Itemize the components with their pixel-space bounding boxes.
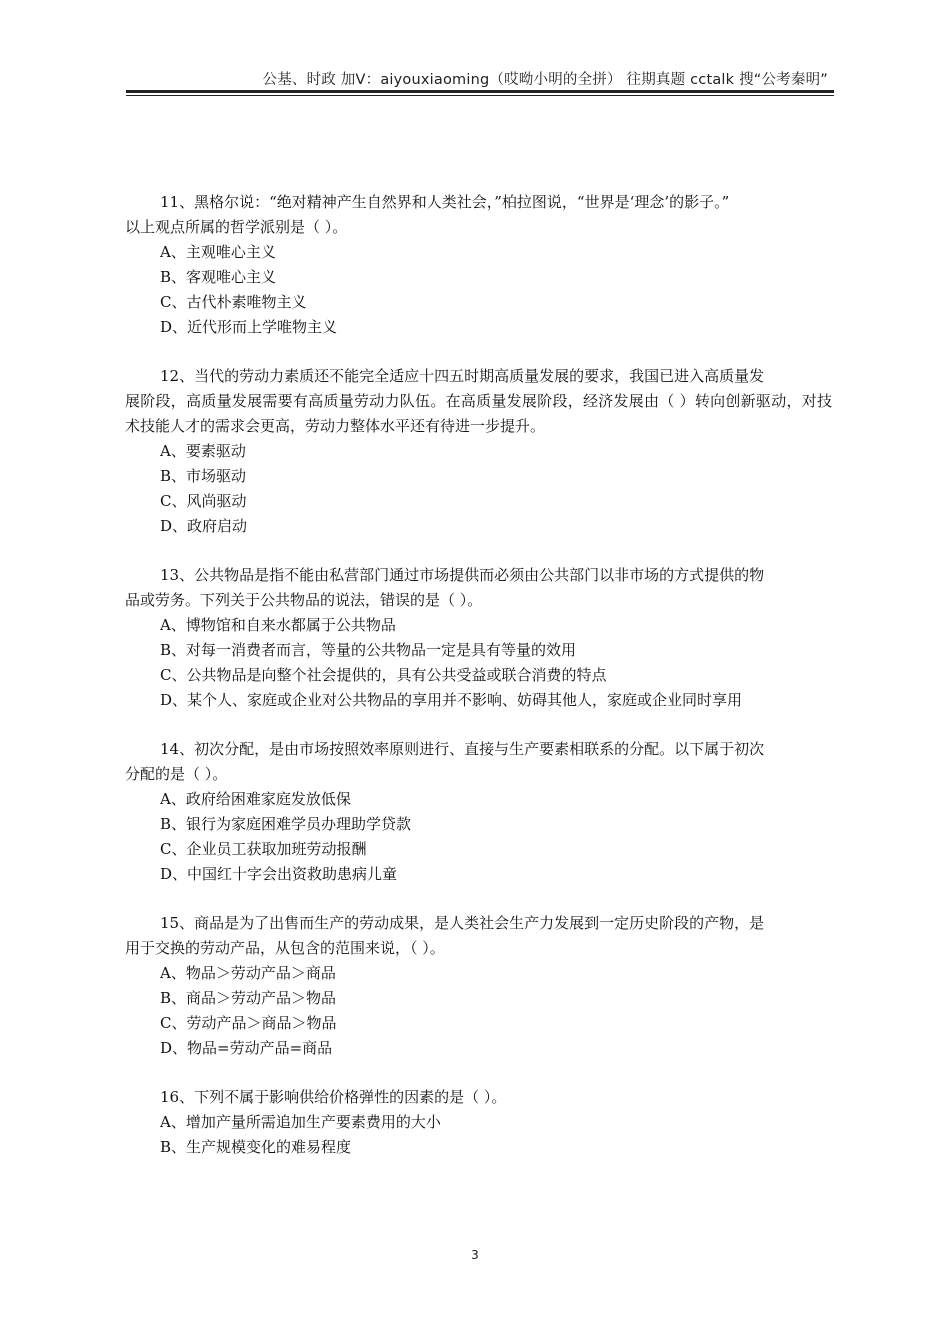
question-stem: 12、当代的劳动力素质还不能完全适应十四五时期高质量发展的要求，我国已进入高质量发 [160,367,765,385]
option-d: D、某个人、家庭或企业对公共物品的享用并不影响、妨碍其他人，家庭或企业同时享用 [160,691,743,709]
question-stem: 16、下列不属于影响供给价格弹性的因素的是（ ）。 [160,1088,507,1106]
question-stem-continued: 以上观点所属的哲学派别是（ ）。 [125,218,348,236]
option-c: C、企业员工获取加班劳动报酬 [160,840,367,858]
option-a: A、物品＞劳动产品＞商品 [160,964,336,982]
option-a: A、增加产量所需追加生产要素费用的大小 [160,1113,441,1131]
page-header: 公基、时政 加V：aiyouxiaoming（哎呦小明的全拼） 往期真题 cctalk 搜“公考秦明” [262,72,828,88]
question-stem-continued: 分配的是（ ）。 [125,765,228,783]
option-c: C、风尚驱动 [160,492,247,510]
question-list [125,190,832,1184]
option-d: D、中国红十字会出资救助患病儿童 [160,865,398,883]
option-a: A、要素驱动 [160,442,246,460]
page-number: 3 [471,1248,479,1262]
option-list [160,240,832,340]
option-list [160,613,832,713]
question-stem: 13、公共物品是指不能由私营部门通过市场提供而必须由公共部门以非市场的方式提供的物 [160,566,765,584]
option-a: A、政府给困难家庭发放低保 [160,790,351,808]
option-b: B、银行为家庭困难学员办理助学贷款 [160,815,412,833]
header-rule-thin [126,95,834,96]
option-list [160,439,832,539]
question-15 [125,911,832,1061]
question-stem: 11、黑格尔说：“绝对精神产生自然界和人类社会，”柏拉图说，“世界是‘理念’的影子。” [160,193,730,211]
question-16 [160,1085,832,1160]
question-11 [125,190,832,340]
header-rule-thick [126,90,834,93]
option-b: B、对每一消费者而言，等量的公共物品一定是具有等量的效用 [160,641,577,659]
option-list [160,961,832,1061]
question-stem-continued: 展阶段，高质量发展需要有高质量劳动力队伍。在高质量发展阶段，经济发展由（ ）转向创新驱动，对技术技能人才的需求会更高，劳动力整体水平还有待进一步提升。 [125,392,832,435]
option-c: C、古代朴素唯物主义 [160,293,307,311]
question-12 [125,364,832,539]
question-14 [125,737,832,887]
option-b: B、客观唯心主义 [160,268,277,286]
question-13 [125,563,832,713]
option-d: D、物品=劳动产品=商品 [160,1039,333,1057]
option-c: C、公共物品是向整个社会提供的，具有公共受益或联合消费的特点 [160,666,607,684]
option-a: A、主观唯心主义 [160,243,276,261]
option-d: D、政府启动 [160,517,248,535]
option-c: C、劳动产品＞商品＞物品 [160,1014,337,1032]
option-b: B、商品＞劳动产品＞物品 [160,989,337,1007]
question-stem-continued: 用于交换的劳动产品，从包含的范围来说，（ ）。 [125,939,445,957]
option-list [160,787,832,887]
option-list [160,1110,832,1160]
option-a: A、博物馆和自来水都属于公共物品 [160,616,396,634]
option-b: B、生产规模变化的难易程度 [160,1138,352,1156]
question-stem-continued: 品或劳务。下列关于公共物品的说法，错误的是（ ）。 [125,591,483,609]
option-d: D、近代形而上学唯物主义 [160,318,338,336]
question-stem: 15、商品是为了出售而生产的劳动成果，是人类社会生产力发展到一定历史阶段的产物，是 [160,914,765,932]
question-stem: 14、初次分配，是由市场按照效率原则进行、直接与生产要素相联系的分配。以下属于初次 [160,740,765,758]
option-b: B、市场驱动 [160,467,247,485]
